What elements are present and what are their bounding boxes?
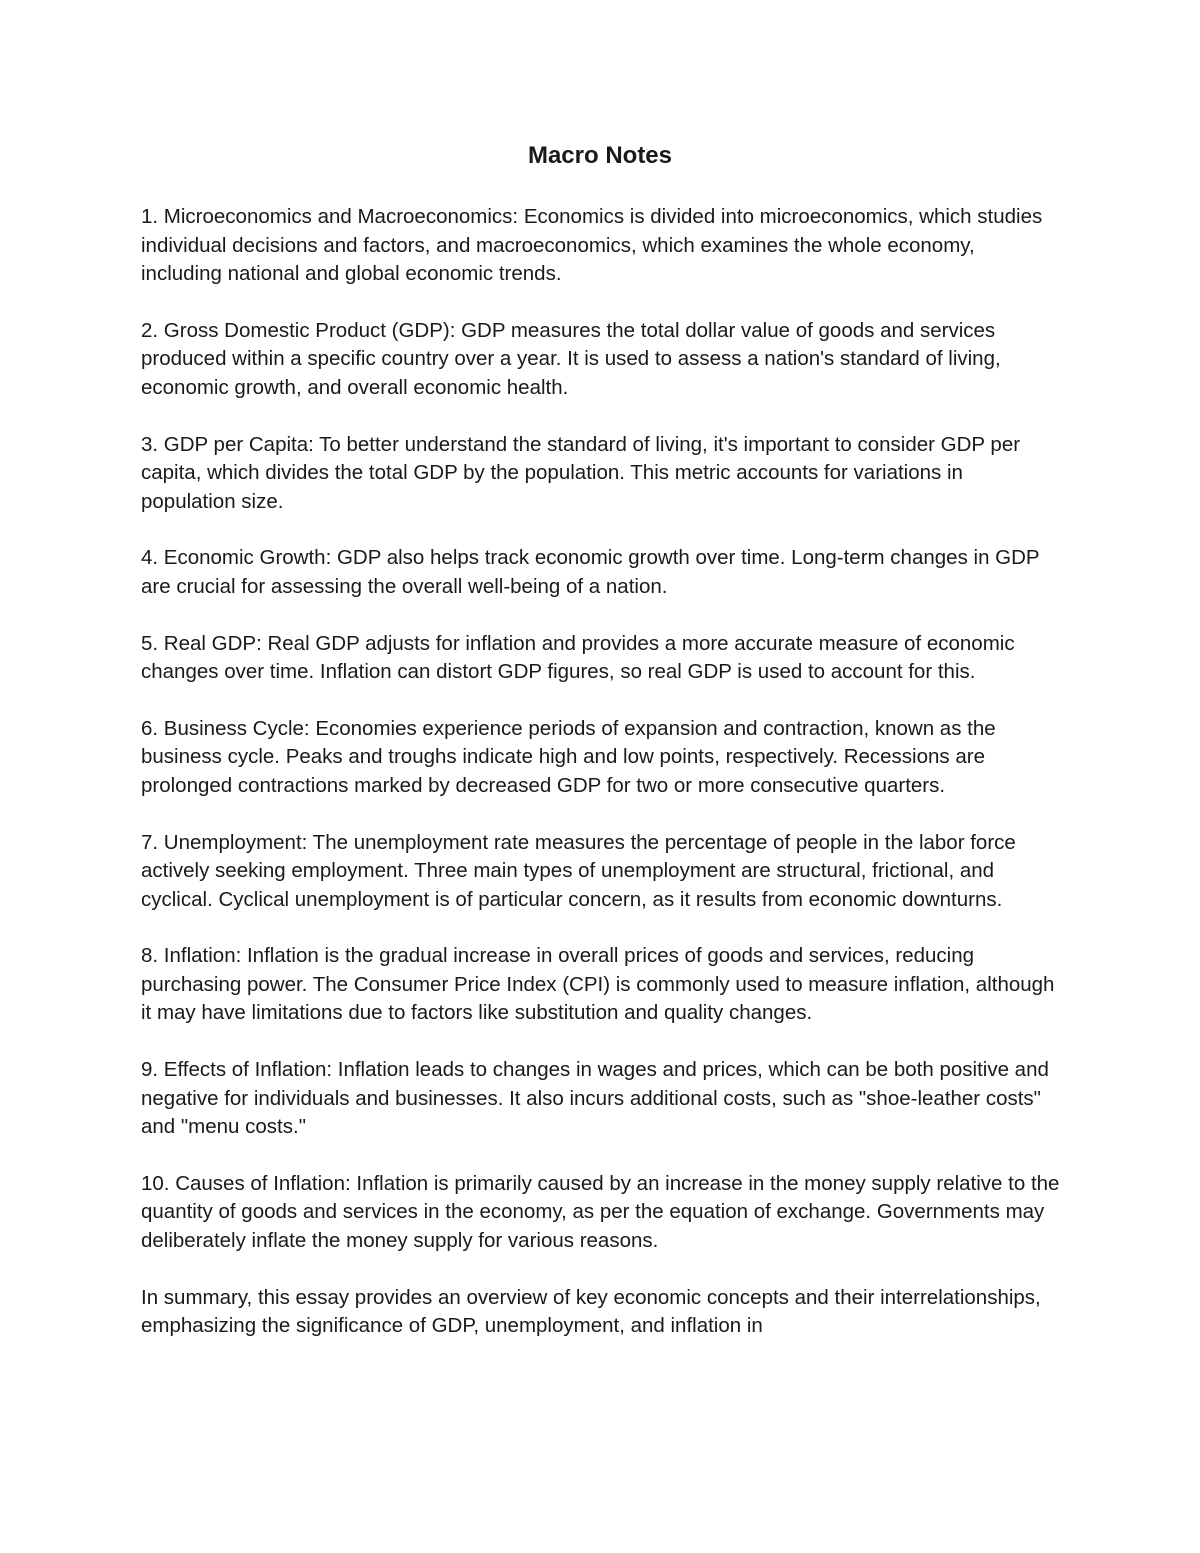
paragraph-real-gdp: 5. Real GDP: Real GDP adjusts for inflation and provides a more accurate measure of economic changes over time. Inflation can distort GDP figures, so real GDP is used to account for this.: [141, 631, 1015, 684]
paragraph-business-cycle: 6. Business Cycle: Economies experience periods of expansion and contraction, known as the business cycle. Peaks and troughs indicate high and low points, respectively. Recessions are prolonged contractions marked by decreased GDP for two or more consecutive quarters.: [141, 716, 996, 797]
paragraph-inflation: 8. Inflation: Inflation is the gradual increase in overall prices of goods and services, reducing purchasing power. The Consumer Price Index (CPI) is commonly used to measure inflation, although it may have limitations due to factors like substitution and quality changes.: [141, 944, 1055, 1025]
paragraph-gdp-per-capita: 3. GDP per Capita: To better understand the standard of living, it's important to consider GDP per capita, which divides the total GDP by the population. This metric accounts for variations in population size.: [141, 432, 1021, 513]
paragraph-micro-macro: 1. Microeconomics and Macroeconomics: Economics is divided into microeconomics, which studies individual decisions and factors, and macroeconomics, which examines the whole economy, including national and global economic trends.: [141, 205, 1043, 286]
paragraph-summary: In summary, this essay provides an overview of key economic concepts and their interrelationships, emphasizing the significance of GDP, unemployment, and inflation in: [141, 1285, 1041, 1338]
paragraph-gdp: 2. Gross Domestic Product (GDP): GDP measures the total dollar value of goods and services produced within a specific country over a year. It is used to assess a nation's standard of living, economic growth, and overall economic health.: [141, 318, 1001, 399]
paragraph-unemployment: 7. Unemployment: The unemployment rate measures the percentage of people in the labor force actively seeking employment. Three main types of unemployment are structural, frictional, and cyclical. Cyclical unemployment is of particular concern, as it results from economic downturns.: [141, 830, 1016, 911]
document-body: [141, 203, 1061, 1369]
paragraph-economic-growth: 4. Economic Growth: GDP also helps track economic growth over time. Long-term changes in GDP are crucial for assessing the overall well-being of a nation.: [141, 546, 1040, 598]
document-title: Macro Notes: [527, 142, 673, 169]
paragraph-effects-of-inflation: 9. Effects of Inflation: Inflation leads to changes in wages and prices, which can be both positive and negative for individuals and businesses. It also incurs additional costs, such as "shoe-leather costs" and "menu costs.": [141, 1058, 1049, 1139]
paragraph-causes-of-inflation: 10. Causes of Inflation: Inflation is primarily caused by an increase in the money supply relative to the quantity of goods and services in the economy, as per the equation of exchange. Governments may deliberately inflate the money supply for various reasons.: [141, 1171, 1060, 1253]
